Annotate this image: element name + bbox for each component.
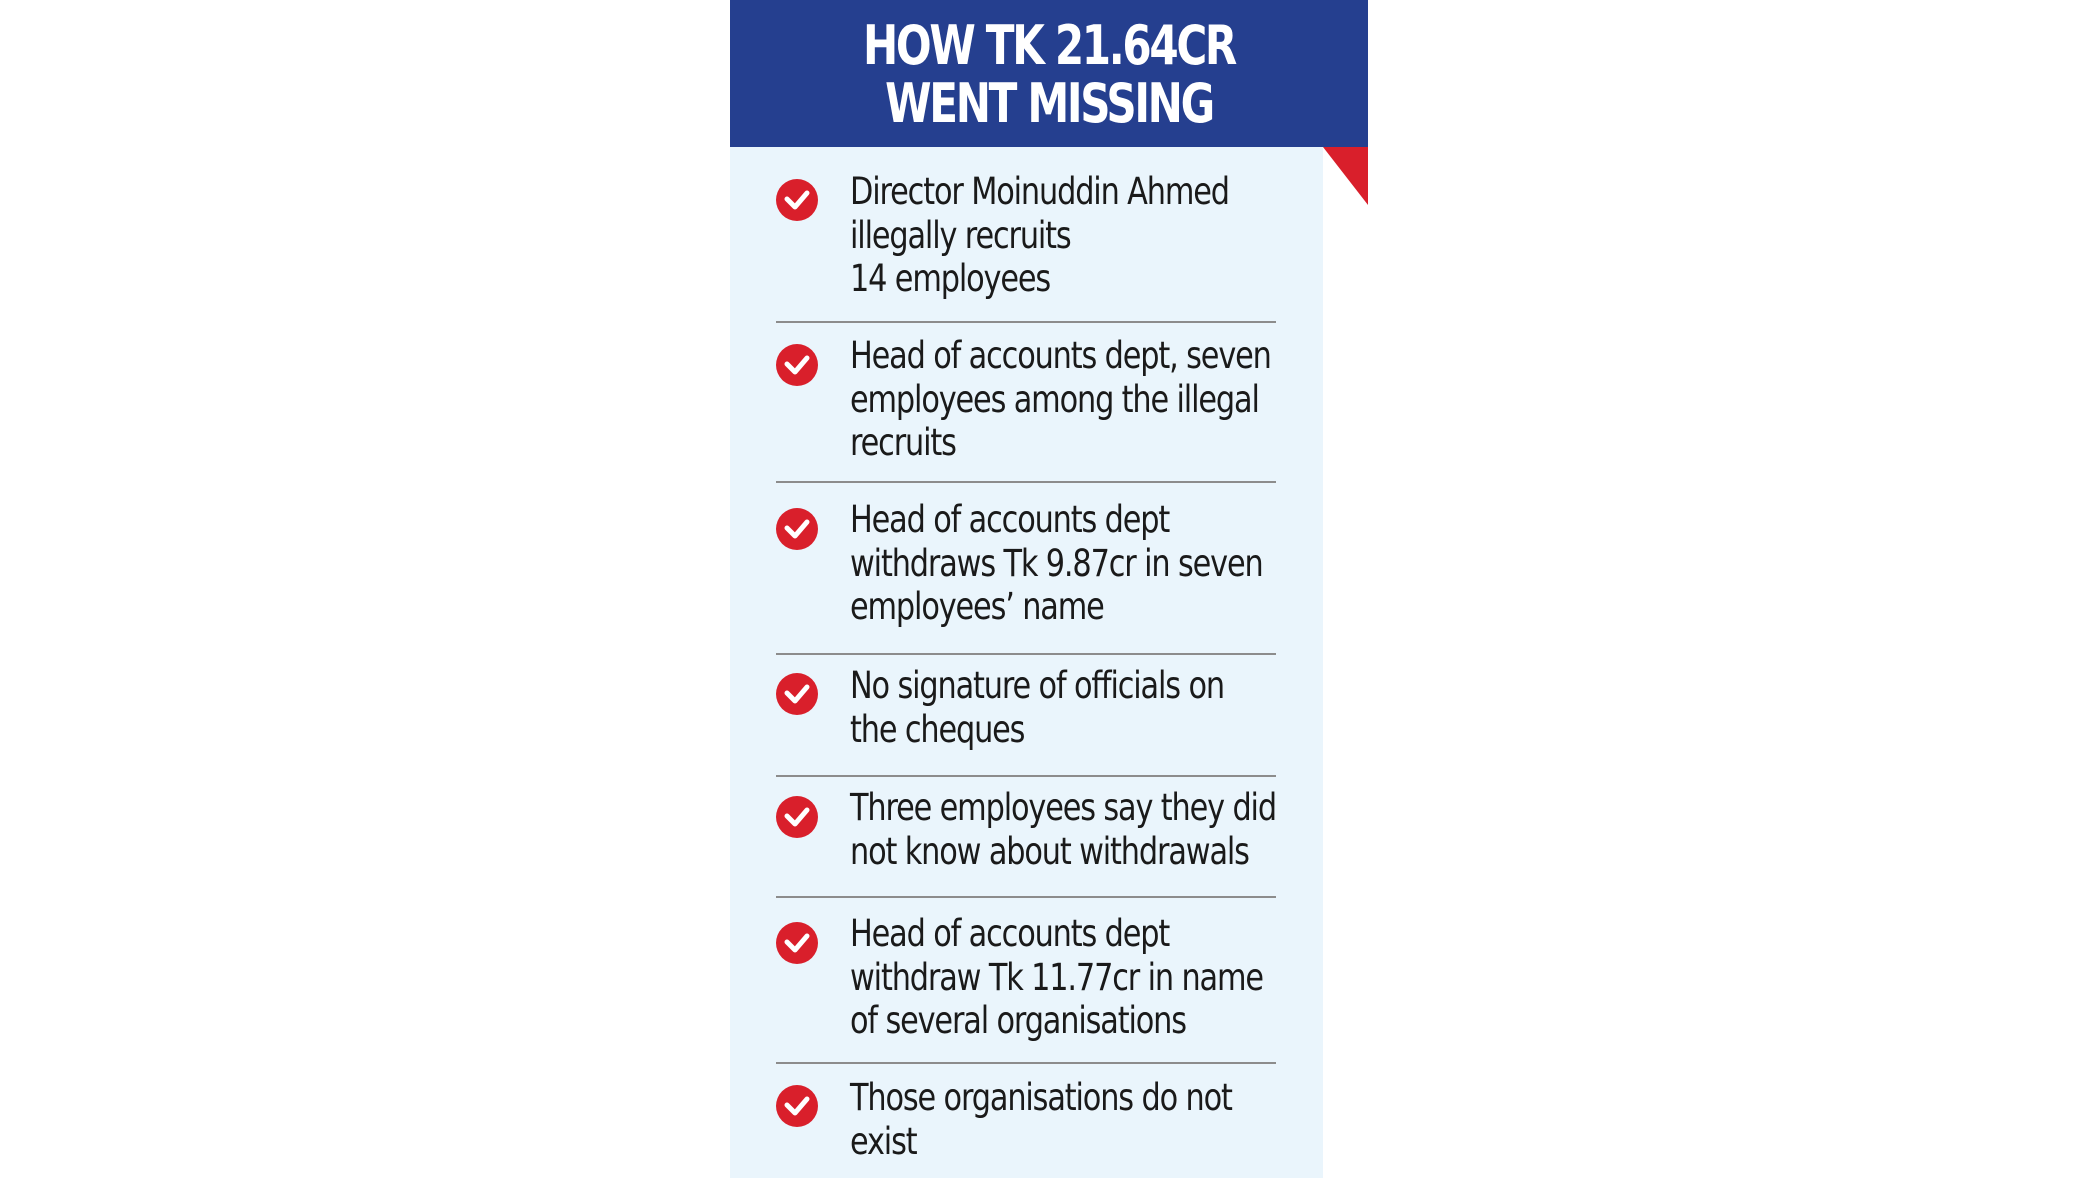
list-item [776,1064,1276,1178]
list-item-text: Head of accounts dept, seven employees among the illegal recruits [850,334,1271,464]
item-list [776,157,1276,1178]
list-item [776,777,1276,898]
list-item-text: Three employees say they did not know about withdrawals [850,786,1276,873]
header-banner [730,0,1368,147]
list-item [776,157,1276,323]
check-circle-icon [776,344,818,386]
page-title: HOW TK 21.64CR WENT MISSING [862,13,1236,135]
list-item [776,323,1276,483]
check-circle-icon [776,673,818,715]
infographic [730,0,1370,1178]
check-circle-icon [776,1085,818,1127]
check-circle-icon [776,796,818,838]
check-circle-icon [776,508,818,550]
list-item-text: Head of accounts dept withdraws Tk 9.87cr in seven employees’ name [850,498,1263,628]
list-item-text: No signature of officials on the cheques [850,664,1224,751]
list-item-text: Head of accounts dept withdraw Tk 11.77cr in name of several organisations [850,912,1263,1042]
list-item-text: Director Moinuddin Ahmed illegally recruits 14 employees [850,170,1229,300]
list-item-text: Those organisations do not exist [850,1076,1232,1163]
check-circle-icon [776,922,818,964]
list-item [776,898,1276,1064]
list-item [776,483,1276,655]
check-circle-icon [776,179,818,221]
list-item [776,655,1276,777]
content-panel [730,147,1323,1178]
corner-accent-triangle [1323,147,1368,205]
